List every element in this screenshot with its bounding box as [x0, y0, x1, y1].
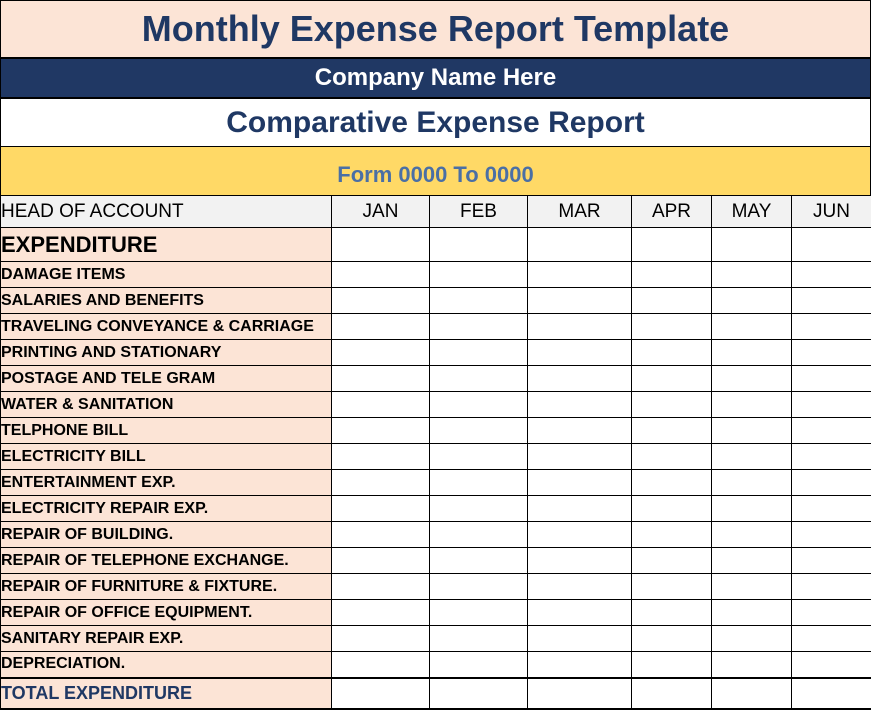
data-cell[interactable]: [792, 392, 871, 418]
data-cell[interactable]: [332, 314, 430, 340]
data-cell[interactable]: [332, 366, 430, 392]
table-row: [1, 574, 871, 600]
data-cell[interactable]: [792, 366, 871, 392]
table-row: [1, 600, 871, 626]
row-label: ELECTRICITY REPAIR EXP.: [1, 496, 332, 522]
data-cell[interactable]: [430, 418, 528, 444]
data-cell[interactable]: [712, 626, 792, 652]
table-row: [1, 548, 871, 574]
data-cell[interactable]: [712, 652, 792, 678]
table-row: [1, 418, 871, 444]
data-cell[interactable]: [712, 288, 792, 314]
row-label: TRAVELING CONVEYANCE & CARRIAGE: [1, 314, 332, 340]
data-cell[interactable]: [632, 228, 712, 262]
data-cell[interactable]: [528, 288, 632, 314]
data-cell[interactable]: [632, 262, 712, 288]
data-cell[interactable]: [712, 340, 792, 366]
data-cell[interactable]: [528, 340, 632, 366]
header-row: [1, 196, 871, 228]
month-header-feb: FEB: [430, 196, 528, 228]
data-cell[interactable]: [332, 652, 430, 678]
total-cell[interactable]: [792, 678, 871, 709]
data-cell[interactable]: [792, 470, 871, 496]
data-cell[interactable]: [332, 574, 430, 600]
data-cell[interactable]: [430, 444, 528, 470]
table-row: [1, 470, 871, 496]
data-cell[interactable]: [792, 548, 871, 574]
data-cell[interactable]: [430, 392, 528, 418]
data-cell[interactable]: [430, 340, 528, 366]
total-cell[interactable]: [528, 678, 632, 709]
row-label: SALARIES AND BENEFITS: [1, 288, 332, 314]
expense-table: [0, 195, 871, 710]
table-row: [1, 288, 871, 314]
table-row: [1, 522, 871, 548]
data-cell[interactable]: [528, 522, 632, 548]
data-cell[interactable]: [632, 288, 712, 314]
row-label: ELECTRICITY BILL: [1, 444, 332, 470]
data-cell[interactable]: [332, 626, 430, 652]
row-label: TELPHONE BILL: [1, 418, 332, 444]
data-cell[interactable]: [528, 366, 632, 392]
data-cell[interactable]: [332, 548, 430, 574]
data-cell[interactable]: [332, 600, 430, 626]
data-cell[interactable]: [430, 262, 528, 288]
data-cell[interactable]: [430, 652, 528, 678]
data-cell[interactable]: [712, 444, 792, 470]
data-cell[interactable]: [792, 314, 871, 340]
table-row: [1, 652, 871, 678]
data-cell[interactable]: [792, 418, 871, 444]
row-label: DAMAGE ITEMS: [1, 262, 332, 288]
data-cell[interactable]: [792, 262, 871, 288]
data-cell[interactable]: [712, 228, 792, 262]
data-cell[interactable]: [792, 626, 871, 652]
data-cell[interactable]: [712, 548, 792, 574]
data-cell[interactable]: [332, 288, 430, 314]
total-cell[interactable]: [712, 678, 792, 709]
data-cell[interactable]: [712, 366, 792, 392]
data-cell[interactable]: [792, 228, 871, 262]
total-cell[interactable]: [332, 678, 430, 709]
row-label: REPAIR OF FURNITURE & FIXTURE.: [1, 574, 332, 600]
month-header-jun: JUN: [792, 196, 871, 228]
data-cell[interactable]: [632, 522, 712, 548]
data-cell[interactable]: [528, 470, 632, 496]
data-cell[interactable]: [712, 418, 792, 444]
data-cell[interactable]: [528, 228, 632, 262]
data-cell[interactable]: [792, 574, 871, 600]
data-cell[interactable]: [430, 496, 528, 522]
data-cell[interactable]: [528, 314, 632, 340]
data-cell[interactable]: [712, 392, 792, 418]
data-cell[interactable]: [332, 418, 430, 444]
row-label: PRINTING AND STATIONARY: [1, 340, 332, 366]
row-label: DEPRECIATION.: [1, 652, 332, 678]
data-cell[interactable]: [792, 496, 871, 522]
data-cell[interactable]: [712, 470, 792, 496]
table-row: [1, 340, 871, 366]
data-cell[interactable]: [632, 444, 712, 470]
report-subtitle: Comparative Expense Report: [0, 97, 871, 146]
row-label: REPAIR OF TELEPHONE EXCHANGE.: [1, 548, 332, 574]
total-cell[interactable]: [632, 678, 712, 709]
row-label: POSTAGE AND TELE GRAM: [1, 366, 332, 392]
data-cell[interactable]: [430, 228, 528, 262]
data-cell[interactable]: [792, 652, 871, 678]
data-cell[interactable]: [712, 574, 792, 600]
data-cell[interactable]: [430, 470, 528, 496]
data-cell[interactable]: [430, 574, 528, 600]
data-cell[interactable]: [528, 418, 632, 444]
data-cell[interactable]: [332, 228, 430, 262]
section-label: EXPENDITURE: [1, 228, 332, 262]
total-row: [1, 678, 871, 709]
data-cell[interactable]: [712, 600, 792, 626]
data-cell[interactable]: [528, 262, 632, 288]
data-cell[interactable]: [632, 496, 712, 522]
data-cell[interactable]: [332, 444, 430, 470]
data-cell[interactable]: [430, 548, 528, 574]
month-header-jan: JAN: [332, 196, 430, 228]
row-label: SANITARY REPAIR EXP.: [1, 626, 332, 652]
data-cell[interactable]: [632, 652, 712, 678]
data-cell[interactable]: [632, 366, 712, 392]
data-cell[interactable]: [430, 522, 528, 548]
data-cell[interactable]: [632, 470, 712, 496]
row-label: REPAIR OF OFFICE EQUIPMENT.: [1, 600, 332, 626]
data-cell[interactable]: [332, 340, 430, 366]
data-cell[interactable]: [632, 548, 712, 574]
data-cell[interactable]: [792, 600, 871, 626]
data-cell[interactable]: [712, 522, 792, 548]
data-cell[interactable]: [528, 626, 632, 652]
table-row: [1, 496, 871, 522]
data-cell[interactable]: [792, 288, 871, 314]
data-cell[interactable]: [430, 288, 528, 314]
data-cell[interactable]: [632, 600, 712, 626]
data-cell[interactable]: [712, 262, 792, 288]
row-label: REPAIR OF BUILDING.: [1, 522, 332, 548]
data-cell[interactable]: [430, 366, 528, 392]
data-cell[interactable]: [332, 262, 430, 288]
data-cell[interactable]: [632, 574, 712, 600]
report-title: Monthly Expense Report Template: [0, 0, 871, 57]
data-cell[interactable]: [792, 340, 871, 366]
data-cell[interactable]: [332, 522, 430, 548]
data-cell[interactable]: [528, 574, 632, 600]
data-cell[interactable]: [632, 626, 712, 652]
data-cell[interactable]: [712, 496, 792, 522]
company-name[interactable]: Company Name Here: [0, 57, 871, 97]
head-of-account-header: HEAD OF ACCOUNT: [1, 196, 332, 228]
data-cell[interactable]: [528, 548, 632, 574]
row-label: WATER & SANITATION: [1, 392, 332, 418]
month-header-may: MAY: [712, 196, 792, 228]
data-cell[interactable]: [632, 392, 712, 418]
data-cell[interactable]: [430, 314, 528, 340]
total-cell[interactable]: [430, 678, 528, 709]
table-row: [1, 366, 871, 392]
data-cell[interactable]: [632, 340, 712, 366]
row-label: ENTERTAINMENT EXP.: [1, 470, 332, 496]
data-cell[interactable]: [528, 600, 632, 626]
data-cell[interactable]: [332, 392, 430, 418]
data-cell[interactable]: [792, 444, 871, 470]
data-cell[interactable]: [712, 314, 792, 340]
month-header-apr: APR: [632, 196, 712, 228]
data-cell[interactable]: [792, 522, 871, 548]
table-row: [1, 262, 871, 288]
month-header-mar: MAR: [528, 196, 632, 228]
data-cell[interactable]: [528, 392, 632, 418]
data-cell[interactable]: [632, 314, 712, 340]
data-cell[interactable]: [332, 496, 430, 522]
data-cell[interactable]: [430, 626, 528, 652]
table-row: [1, 626, 871, 652]
data-cell[interactable]: [528, 496, 632, 522]
data-cell[interactable]: [430, 600, 528, 626]
table-row: [1, 392, 871, 418]
table-row: [1, 314, 871, 340]
data-cell[interactable]: [528, 652, 632, 678]
total-label: TOTAL EXPENDITURE: [1, 678, 332, 709]
section-row: [1, 228, 871, 262]
date-range[interactable]: Form 0000 To 0000: [0, 146, 871, 195]
data-cell[interactable]: [528, 444, 632, 470]
table-row: [1, 444, 871, 470]
data-cell[interactable]: [632, 418, 712, 444]
data-cell[interactable]: [332, 470, 430, 496]
